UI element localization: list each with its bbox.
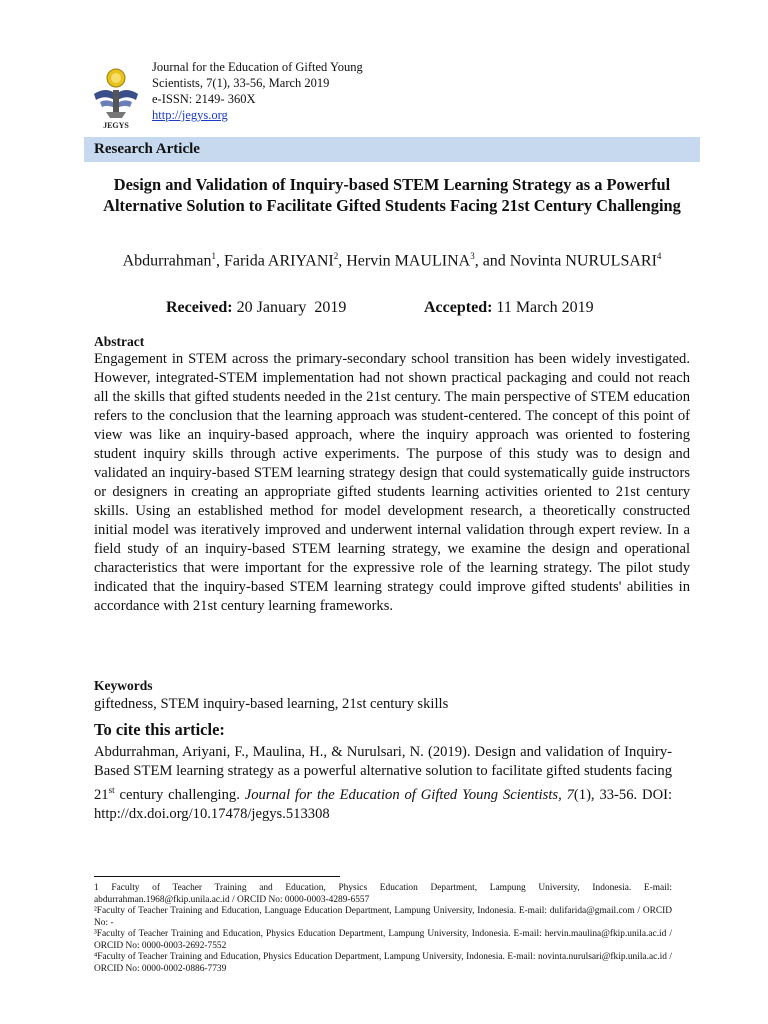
author-list [90,246,694,271]
citation-part: century challenging. [114,786,245,803]
journal-info [152,59,363,123]
keywords-text: giftedness, STEM inquiry-based learning, 21st century skills [94,696,449,712]
citation-doi: (1), 33-56. DOI: http://dx.doi.org/10.17478/jegys.513308 [94,786,673,822]
article-dates [90,297,694,319]
abstract-heading: Abstract [94,334,145,349]
logo-text: JEGYS [103,121,129,130]
author-name: , Hervin MAULINA [338,252,471,270]
journal-issn: e-ISSN: 2149- 360X [152,92,256,106]
abstract-text: Engagement in STEM across the primary-secondary school transition has been widely investigated. However, integrated-STEM implementation had not shown practical packaging and could not reach all the skills that gifted students needed in the 21st century. The main perspective of STEM education refers to the conclusion that the learning approach was student-centered. The concept of this point of view was like an inquiry-based approach, where the inquiry approach was oriented to fostering student inquiry skills through active experiments. The purpose of this study was to design and validated an inquiry-based STEM learning strategy design that could systematically guide instructors or designers in creating an appropriate gifted students learning activities oriented to 21st century skills. Using an established method for model development research, a theoretically constructed initial model was iteratively improved and underwent internal validation through expert review. In a field study of an inquiry-based STEM learning strategy, we examine the design and operational characteristics that were important for the expressive role of the learning strategy. The pilot study indicated that the inquiry-based STEM learning strategy could improve gifted students' abilities in accordance with 21st century learning frameworks. [94,351,690,614]
received-label: Received: [166,299,233,316]
article-type-banner: Research Article [84,137,700,162]
journal-name-line2: Scientists, 7(1), 33-56, March 2019 [152,76,330,90]
received-date [166,297,346,319]
footnote-divider [94,876,340,877]
author-affiliation-mark: 2 [333,251,339,261]
footnote-3: ³Faculty of Teacher Training and Education, Physics Education Department, Lampung University, Indonesia. E-mail: hervin.maulina@fkip.unila.ac.id / ORCID No: 0000-0003-2692-7552 [94,929,672,951]
footnotes [94,883,672,975]
received-value: 20 January 2019 [236,299,347,316]
footnote-2: ²Faculty of Teacher Training and Education, Language Education Department, Lampung University, Indonesia. E-mail: dulifarida@gmail.com / ORCID No: - [94,906,672,928]
author-affiliation-mark: 4 [656,251,662,261]
citation-superscript: st [108,785,115,795]
author-name: Abdurrahman [122,252,212,270]
footnote-1: 1 Faculty of Teacher Training and Education, Physics Education Department, Lampung University, Indonesia. E-mail: abdurrahman.1968@fkip.unila.ac.id / ORCID No: 0000-0003-4289-6557 [94,883,672,905]
citation-journal: Journal for the Education of Gifted Young Scientists, 7 [244,786,574,803]
citation-heading: To cite this article: [94,720,225,739]
article-title: Design and Validation of Inquiry-based STEM Learning Strategy as a Powerful Alternative Solution to Facilitate Gifted Students Facing 21st Century Challenging [103,175,681,215]
citation-text [94,743,672,824]
author-affiliation-mark: 1 [211,251,216,261]
jegys-logo [92,64,140,130]
accepted-value: 11 March 2019 [496,299,594,316]
author-name: , and Novinta NURULSARI [474,252,657,270]
accepted-label: Accepted: [424,299,493,316]
footnote-4: ⁴Faculty of Teacher Training and Education, Physics Education Department, Lampung University, Indonesia. E-mail: novinta.nurulsari@fkip.unila.ac.id / ORCID No: 0000-0002-0886-7739 [94,952,672,974]
author-affiliation-mark: 3 [470,251,475,261]
journal-url-link[interactable]: http://jegys.org [152,108,228,122]
keywords-heading: Keywords [94,678,153,693]
journal-name-line1: Journal for the Education of Gifted Young [152,60,363,74]
author-name: , Farida ARIYANI [215,252,334,270]
accepted-date [424,297,594,319]
citation-part: Abdurrahman, Ariyani, F., Maulina, H., & Nurulsari, N. (2019). Design and validation of Inquiry-Based STEM learning strategy as a powerful alternative solution to facilitate gifted students facing 21 [94,744,672,803]
